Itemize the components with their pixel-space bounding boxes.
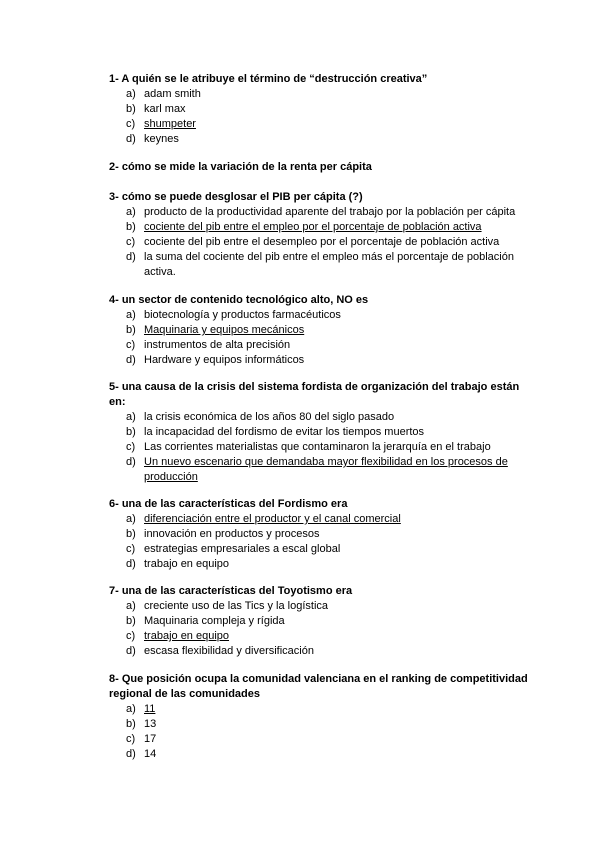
option-b: b) karl max bbox=[126, 103, 186, 115]
question-title: 1- A quién se le atribuye el término de “destrucción creativa” bbox=[109, 73, 428, 85]
option-b-answer: b) Maquinaria y equipos mecánicos bbox=[126, 324, 305, 336]
option-b: b) Maquinaria compleja y rígida bbox=[126, 615, 285, 627]
question-title: 2- cómo se mide la variación de la renta per cápita bbox=[109, 161, 372, 173]
option-c: c) cociente del pib entre el desempleo por el porcentaje de población activa bbox=[126, 236, 500, 248]
question-6 bbox=[109, 497, 529, 572]
option-c-answer: c) trabajo en equipo bbox=[126, 630, 230, 642]
option-c: c) estrategias empresariales a escal global bbox=[126, 543, 341, 555]
option-c: c) instrumentos de alta precisión bbox=[126, 339, 291, 351]
question-title: 6- una de las características del Fordismo era bbox=[109, 498, 348, 510]
option-b: b) innovación en productos y procesos bbox=[126, 528, 320, 540]
option-b-answer: b) cociente del pib entre el empleo por el porcentaje de población activa bbox=[126, 221, 482, 233]
question-title: 5- una causa de la crisis del sistema fordista de organización del trabajo están en: bbox=[109, 381, 520, 408]
question-4 bbox=[109, 293, 529, 368]
option-a-answer: a) 11 bbox=[126, 703, 156, 715]
option-d: d) Hardware y equipos informáticos bbox=[126, 354, 305, 366]
option-d: d) la suma del cociente del pib entre el empleo más el porcentaje de población activa. bbox=[126, 251, 514, 278]
question-title: 4- un sector de contenido tecnológico alto, NO es bbox=[109, 294, 369, 306]
option-d: d) trabajo en equipo bbox=[126, 558, 230, 570]
option-b: b) la incapacidad del fordismo de evitar los tiempos muertos bbox=[126, 426, 425, 438]
option-c-answer: c) shumpeter bbox=[126, 118, 196, 130]
question-3 bbox=[109, 190, 529, 280]
option-a: a) adam smith bbox=[126, 88, 201, 100]
question-1 bbox=[109, 72, 529, 147]
question-2 bbox=[109, 160, 529, 175]
question-title: 3- cómo se puede desglosar el PIB per cápita (?) bbox=[109, 191, 363, 203]
question-8 bbox=[109, 672, 529, 762]
option-b: b) 13 bbox=[126, 718, 157, 730]
option-d-answer: d) Un nuevo escenario que demandaba mayor flexibilidad en los procesos de producción bbox=[126, 456, 508, 483]
option-a: a) biotecnología y productos farmacéuticos bbox=[126, 309, 341, 321]
question-title: 7- una de las características del Toyotismo era bbox=[109, 585, 353, 597]
option-d: d) keynes bbox=[126, 133, 179, 145]
option-a: a) producto de la productividad aparente del trabajo por la población per cápita bbox=[126, 206, 516, 218]
question-title: 8- Que posición ocupa la comunidad valenciana en el ranking de competitividad regional de las comunidades bbox=[109, 673, 528, 700]
option-c: c) 17 bbox=[126, 733, 157, 745]
option-a: a) la crisis económica de los años 80 del siglo pasado bbox=[126, 411, 395, 423]
question-5 bbox=[109, 380, 529, 485]
option-c: c) Las corrientes materialistas que contaminaron la jerarquía en el trabajo bbox=[126, 441, 491, 453]
option-a: a) creciente uso de las Tics y la logística bbox=[126, 600, 329, 612]
option-d: d) 14 bbox=[126, 748, 157, 760]
option-d: d) escasa flexibilidad y diversificación bbox=[126, 645, 314, 657]
question-7 bbox=[109, 584, 529, 659]
option-a-answer: a) diferenciación entre el productor y el canal comercial bbox=[126, 513, 401, 525]
